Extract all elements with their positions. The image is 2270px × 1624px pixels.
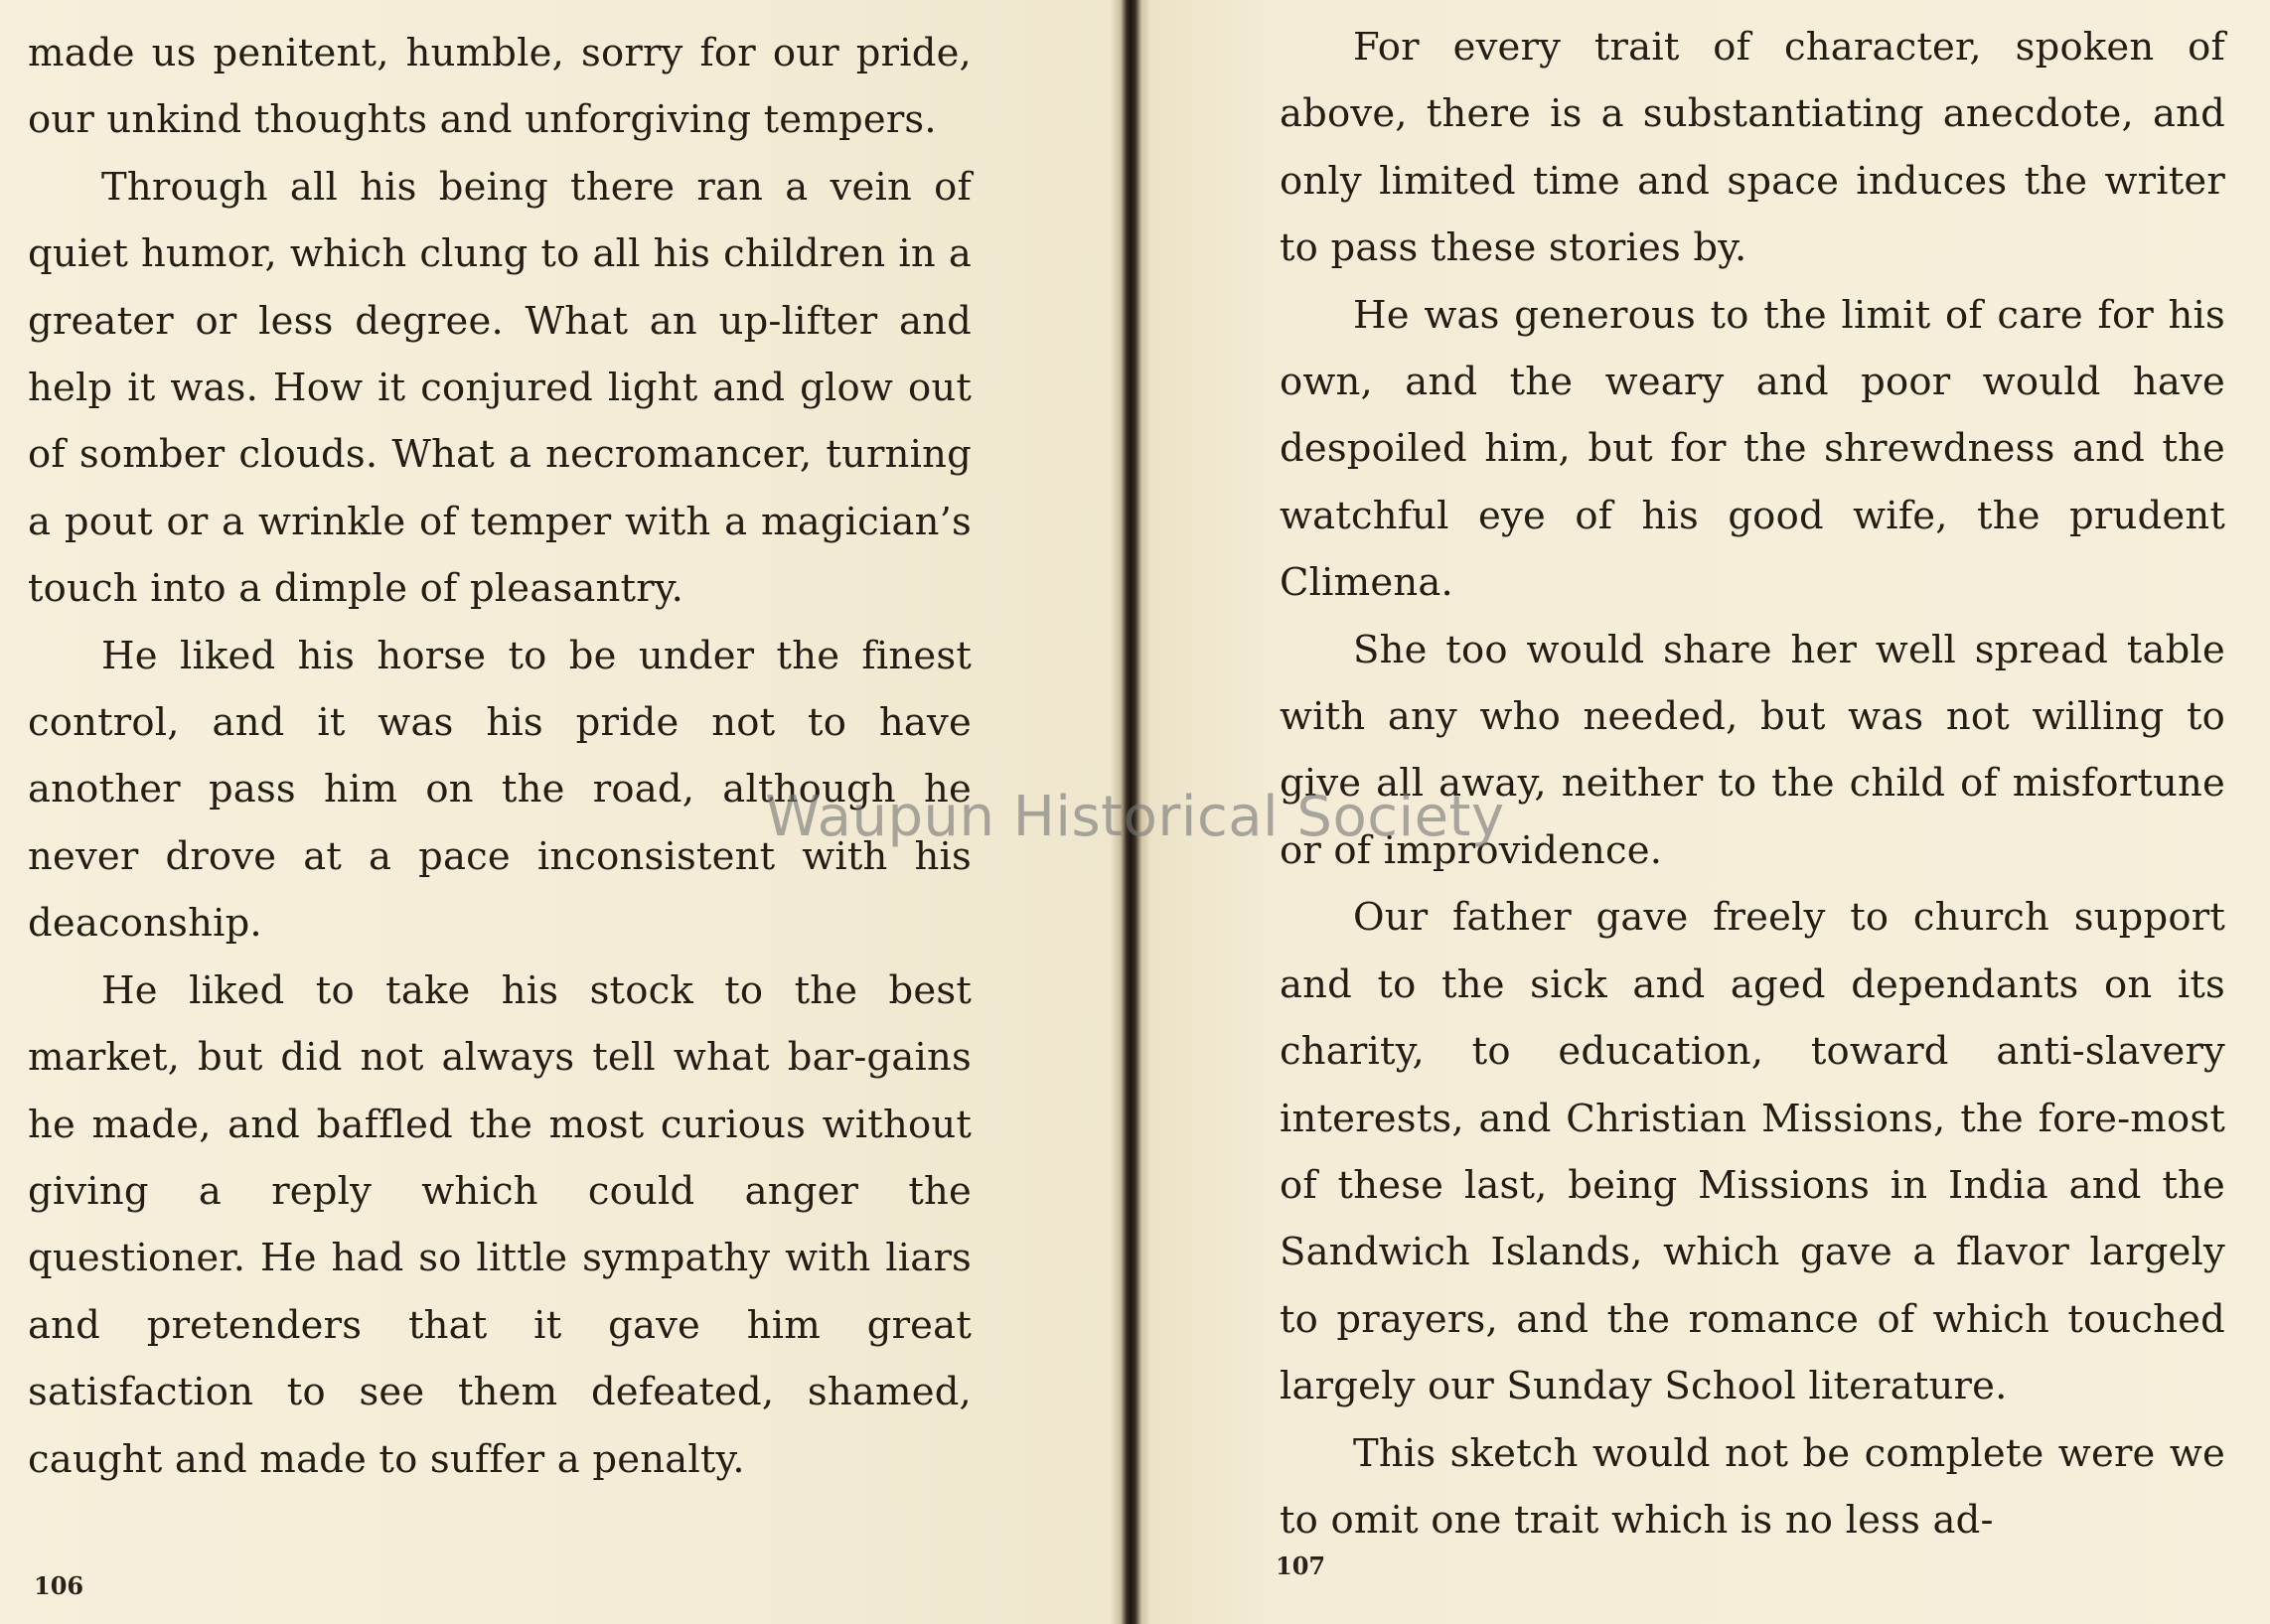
- left-paragraph-1: made us penitent, humble, sorry for our pride, our unkind thoughts and unforgiving tempers.: [28, 31, 972, 143]
- right-paragraph-5: This sketch would not be complete were we to omit one trait which is no less ad-: [1280, 1430, 2225, 1543]
- left-paragraph-3: He liked his horse to be under the finest control, and it was his pride not to have another pass him on the road, although he never drove at a pace inconsistent with his deaconship.: [28, 633, 972, 947]
- left-paragraph-2: Through all his being there ran a vein of quiet humor, which clung to all his children in a greater or less degree. What an up-lifter and help it was. How it conjured light and glow out of somber clouds. What a necromancer, turning a pout or a wrinkle of temper with a magician’s touch into a dimple of pleasantry.: [28, 164, 972, 612]
- left-page-number: 106: [34, 1571, 84, 1600]
- right-page-text: [1280, 14, 2225, 1553]
- left-page-text: [28, 20, 972, 1493]
- book-gutter: [1111, 0, 1150, 1624]
- right-paragraph-2: He was generous to the limit of care for his own, and the weary and poor would have despoiled him, but for the shrewdness and the watchful eye of his good wife, the prudent Climena.: [1280, 292, 2225, 606]
- left-paragraph-4: He liked to take his stock to the best market, but did not always tell what bar-gains he made, and baffled the most curious without giving a reply which could anger the questioner. He had so little sympathy with liars and pretenders that it gave him great satisfaction to see them defeated, shamed, caught and made to suffer a penalty.: [28, 967, 972, 1482]
- right-paragraph-1: For every trait of character, spoken of above, there is a substantiating anecdote, and only limited time and space induces the writer to pass these stories by.: [1280, 25, 2225, 271]
- watermark-text: Waupun Historical Society: [765, 785, 1505, 849]
- right-paragraph-4: Our father gave freely to church support and to the sick and aged dependants on its charity, to education, toward anti-slavery interests, and Christian Missions, the fore-most of these last, being Missions in India and the Sandwich Islands, which gave a flavor largely to prayers, and the romance of which touched largely our Sunday School literature.: [1280, 895, 2225, 1409]
- right-page-number: 107: [1276, 1551, 1326, 1580]
- right-paragraph-3: She too would share her well spread table with any who needed, but was not willing to give all away, neither to the child of misfortune or of improvidence.: [1280, 627, 2225, 873]
